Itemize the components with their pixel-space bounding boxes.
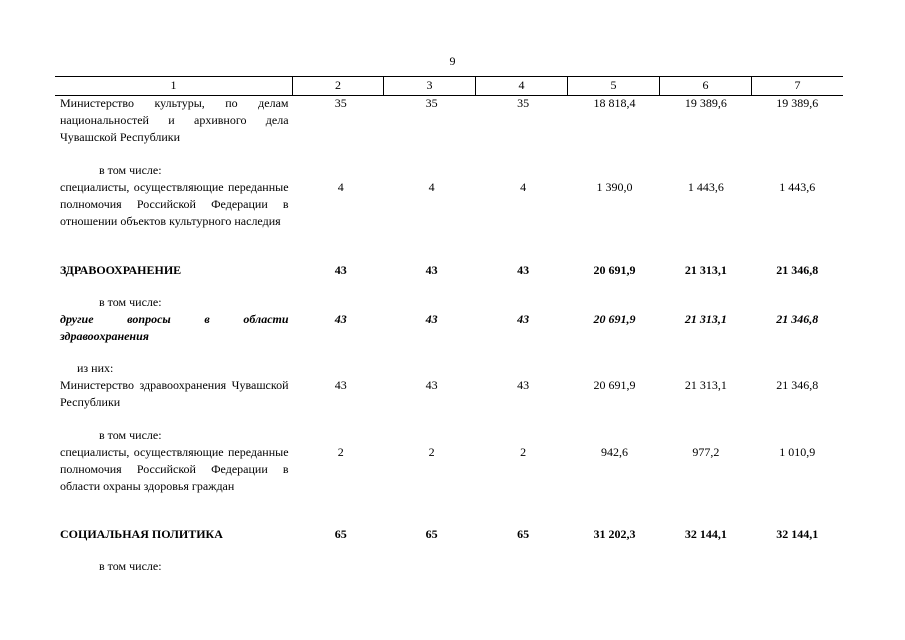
row-value: 20 691,9 [593, 312, 636, 326]
row-value: 4 [337, 180, 344, 194]
row-value: 32 144,1 [776, 527, 819, 541]
header-cell: 5 [567, 77, 659, 95]
row-value: 1 443,6 [779, 180, 816, 194]
row-value: 19 389,6 [684, 96, 727, 110]
header-cell: 1 [170, 78, 177, 92]
row-value: 1 390,0 [596, 180, 633, 194]
row-value: 43 [425, 312, 438, 326]
row-value: 2 [520, 445, 527, 459]
table-row [55, 95, 843, 146]
row-value: 31 202,3 [593, 527, 636, 541]
row-value: 43 [517, 263, 530, 277]
row-value: 65 [334, 527, 347, 541]
section-label: в том числе: [99, 295, 162, 309]
section-label: в том числе: [99, 163, 162, 177]
row-name: СОЦИАЛЬНАЯ ПОЛИТИКА [60, 527, 223, 541]
row-value: 20 691,9 [593, 378, 636, 392]
table-row [55, 377, 843, 411]
row-name: специалисты, осуществляющие переданные полномочия Российской Федерации в области охраны здоровья граждан [60, 445, 289, 493]
table-row [55, 179, 843, 230]
header-cell: 3 [383, 77, 475, 95]
row-value: 65 [517, 527, 530, 541]
header-cell: 7 [751, 77, 843, 95]
row-value: 4 [428, 180, 435, 194]
row-value: 35 [334, 96, 347, 110]
table-row [55, 262, 843, 279]
row-value: 18 818,4 [593, 96, 636, 110]
row-value: 43 [334, 312, 347, 326]
row-value: 2 [428, 445, 435, 459]
section-label: в том числе: [99, 559, 162, 573]
row-name: ЗДРАВООХРАНЕНИЕ [60, 263, 182, 277]
row-name: специалисты, осуществляющие переданные полномочия Российской Федерации в отношении объектов культурного наследия [60, 180, 289, 228]
header-cell: 4 [475, 77, 567, 95]
row-name: Министерство культуры, по делам национальностей и архивного дела Чувашской Республики [60, 96, 289, 144]
header-cell: 2 [292, 77, 383, 95]
row-value: 43 [425, 263, 438, 277]
table-row [55, 311, 843, 345]
row-value: 43 [334, 263, 347, 277]
table-row [55, 526, 843, 543]
page-number: 9 [449, 54, 456, 68]
row-value: 1 443,6 [687, 180, 724, 194]
row-value: 4 [520, 180, 527, 194]
row-value: 43 [517, 312, 530, 326]
row-name: другие вопросы в области здравоохранения [60, 312, 289, 343]
row-value: 20 691,9 [593, 263, 636, 277]
row-value: 1 010,9 [779, 445, 816, 459]
row-value: 35 [517, 96, 530, 110]
row-value: 43 [334, 378, 347, 392]
row-value: 21 346,8 [776, 263, 819, 277]
row-value: 2 [337, 445, 344, 459]
row-value: 21 346,8 [776, 378, 819, 392]
row-value: 21 346,8 [776, 312, 819, 326]
row-value: 21 313,1 [684, 378, 727, 392]
row-value: 19 389,6 [776, 96, 819, 110]
row-value: 21 313,1 [684, 263, 727, 277]
table-header [55, 76, 843, 96]
row-value: 32 144,1 [684, 527, 727, 541]
row-value: 977,2 [692, 445, 720, 459]
row-value: 942,6 [600, 445, 628, 459]
row-value: 43 [517, 378, 530, 392]
row-value: 43 [425, 378, 438, 392]
row-value: 65 [425, 527, 438, 541]
section-label: в том числе: [99, 428, 162, 442]
header-cell: 6 [659, 77, 751, 95]
row-value: 35 [425, 96, 438, 110]
row-name: Министерство здравоохранения Чувашской Республики [60, 378, 289, 409]
table-row [55, 444, 843, 495]
row-value: 21 313,1 [684, 312, 727, 326]
section-label: из них: [77, 361, 114, 375]
